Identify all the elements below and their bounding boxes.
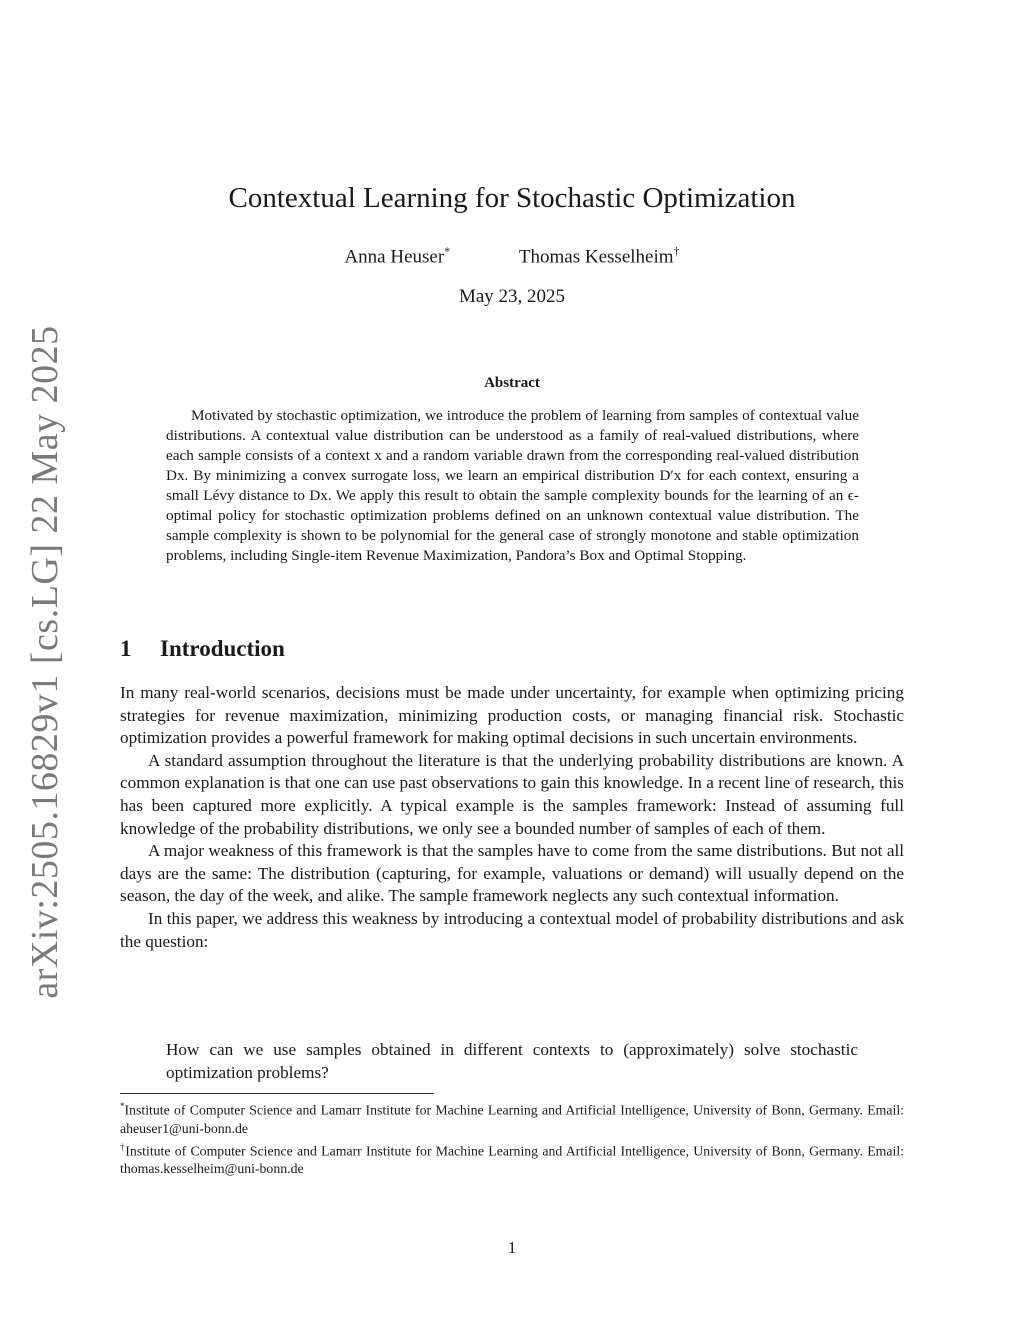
author-footnote-mark: * bbox=[444, 244, 451, 258]
footnote-text: Institute of Computer Science and Lamarr Institute for Machine Learning and Artificial Intelligence, University of Bonn, Germany. Email: thomas.kesselheim@uni-bonn.de bbox=[120, 1143, 905, 1177]
author-name: Anna Heuser bbox=[344, 246, 445, 268]
paragraph: In many real-world scenarios, decisions must be made under uncertainty, for example when optimizing pricing strategies for revenue maximization, minimizing production costs, or managing financial risk. Stochastic optimization provides a powerful framework for making optimal decisions in such uncertain environments. bbox=[120, 683, 904, 748]
footnote bbox=[120, 1097, 904, 1138]
section-title: Introduction bbox=[160, 636, 285, 661]
paper-title: Contextual Learning for Stochastic Optimization bbox=[228, 182, 796, 214]
author bbox=[519, 244, 680, 268]
footnote-divider bbox=[120, 1093, 434, 1094]
introduction-body bbox=[120, 682, 904, 953]
section-heading bbox=[120, 636, 285, 662]
author-name: Thomas Kesselheim bbox=[518, 246, 674, 268]
author bbox=[344, 244, 450, 268]
paragraph: A major weakness of this framework is that the samples have to come from the same distributions. But not all days are the same: The distribution (capturing, for example, valuations or demand) will usually depend on the season, the day of the week, and alike. The sample framework neglects any such contextual information. bbox=[120, 841, 904, 906]
paragraph: In this paper, we address this weakness by introducing a contextual model of probability distributions and ask the question: bbox=[120, 908, 904, 951]
paper-date: May 23, 2025 bbox=[458, 286, 566, 307]
footnote-mark: † bbox=[120, 1141, 126, 1152]
footnotes bbox=[120, 1097, 904, 1178]
page-number: 1 bbox=[507, 1238, 517, 1257]
section-number: 1 bbox=[120, 636, 132, 661]
author-footnote-mark: † bbox=[673, 244, 680, 258]
author-list bbox=[0, 244, 1024, 268]
abstract-text: Motivated by stochastic optimization, we introduce the problem of learning from samples of contextual value distributions. A contextual value distribution can be understood as a family of real-valued distributions, where each sample consists of a context x and a random variable drawn from the corresponding real-valued distribution Dx. By minimizing a convex surrogate loss, we learn an empirical distribution D′x for each context, ensuring a small Lévy distance to Dx. We apply this result to obtain the sample complexity bounds for the learning of an ϵ-optimal policy for stochastic optimization problems defined on an unknown contextual value distribution. The sample complexity is shown to be polynomial for the general case of strongly monotone and stable optimization problems, including Single-item Revenue Maximization, Pandora’s Box and Optimal Stopping. bbox=[166, 407, 859, 564]
footnote-mark: * bbox=[120, 1101, 125, 1111]
paragraph: A standard assumption throughout the literature is that the underlying probability distributions are known. A common explanation is that one can use past observations to gain this knowledge. In a recent line of research, this has been captured more explicitly. A typical example is the samples framework: Instead of assuming full knowledge of the probability distributions, we only see a bounded number of samples of each of them. bbox=[120, 750, 904, 838]
arxiv-stamp: arXiv:2505.16829v1 [cs.LG] 22 May 2025 bbox=[24, 325, 66, 999]
research-question: How can we use samples obtained in different contexts to (approximately) solve stochastic optimization problems? bbox=[166, 1040, 858, 1082]
abstract-heading: Abstract bbox=[484, 375, 540, 391]
footnote-text: Institute of Computer Science and Lamarr Institute for Machine Learning and Artificial Intelligence, University of Bonn, Germany. Email: aheuser1@uni-bonn.de bbox=[120, 1102, 904, 1136]
footnote bbox=[120, 1138, 904, 1179]
